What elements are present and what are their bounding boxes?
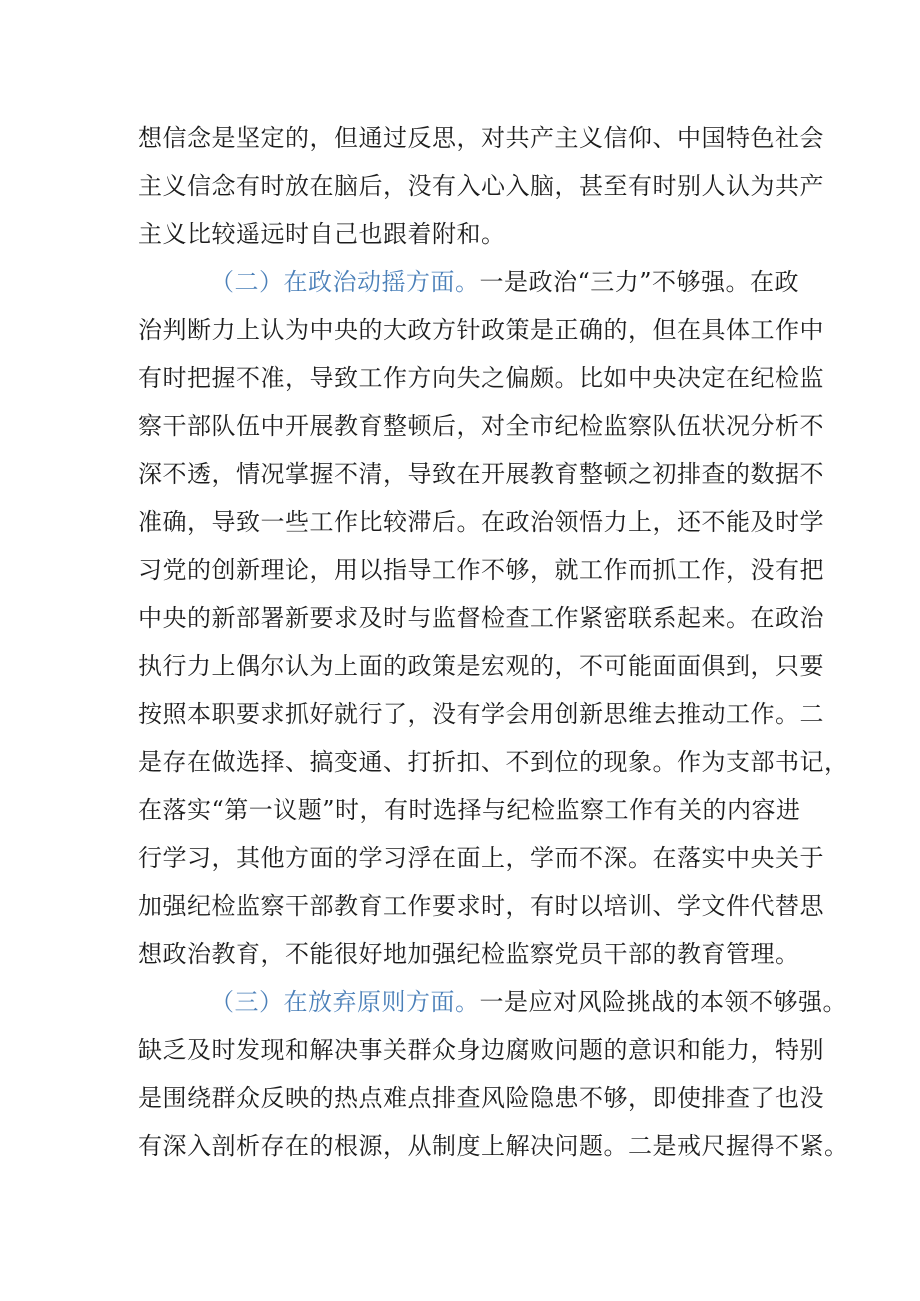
text-line: 在落实“第一议题”时，有时选择与纪检监察工作有关的内容进 xyxy=(138,796,801,824)
section-3-heading: （三）在放弃原则方面。 xyxy=(210,988,480,1016)
text-line: 行学习，其他方面的学习浮在面上，学而不深。在落实中央关于 xyxy=(138,844,824,872)
text-line: 治判断力上认为中央的大政方针政策是正确的，但在具体工作中 xyxy=(138,316,824,344)
text-line: 是围绕群众反映的热点难点排查风险隐患不够，即使排查了也没 xyxy=(138,1084,824,1112)
text-line: 想信念是坚定的，但通过反思，对共产主义信仰、中国特色社会 xyxy=(138,124,824,152)
text-line: 习党的创新理论，用以指导工作不够，就工作而抓工作，没有把 xyxy=(138,556,824,584)
section-3-lead: 一是应对风险挑战的本领不够强。 xyxy=(479,988,847,1016)
section-2-lead: 一是政治“三力”不够强。在政 xyxy=(479,268,800,296)
text-line: 加强纪检监察干部教育工作要求时，有时以培训、学文件代替思 xyxy=(138,892,824,920)
section-2-heading: （二）在政治动摇方面。 xyxy=(210,268,480,296)
text-line: 准确，导致一些工作比较滞后。在政治领悟力上，还不能及时学 xyxy=(138,508,824,536)
text-line: 执行力上偶尔认为上面的政策是宏观的，不可能面面俱到，只要 xyxy=(138,652,824,680)
text-line: 中央的新部署新要求及时与监督检查工作紧密联系起来。在政治 xyxy=(138,604,824,632)
text-line: 缺乏及时发现和解决事关群众身边腐败问题的意识和能力，特别 xyxy=(138,1036,824,1064)
section-2-first-line xyxy=(210,258,810,306)
text-line: 主义信念有时放在脑后，没有入心入脑，甚至有时别人认为共产 xyxy=(138,172,824,200)
text-line: 察干部队伍中开展教育整顿后，对全市纪检监察队伍状况分析不 xyxy=(138,412,824,440)
text-line: 主义比较遥远时自己也跟着附和。 xyxy=(138,220,506,248)
section-3-first-line xyxy=(210,978,847,1026)
text-line: 深不透，情况掌握不清，导致在开展教育整顿之初排查的数据不 xyxy=(138,460,824,488)
text-line: 按照本职要求抓好就行了，没有学会用创新思维去推动工作。二 xyxy=(138,700,824,728)
text-line: 是存在做选择、搞变通、打折扣、不到位的现象。作为支部书记， xyxy=(138,748,849,776)
text-line: 有时把握不准，导致工作方向失之偏颇。比如中央决定在纪检监 xyxy=(138,364,824,392)
text-line: 有深入剖析存在的根源，从制度上解决问题。二是戒尺握得不紧。 xyxy=(138,1132,849,1160)
text-line: 想政治教育，不能很好地加强纪检监察党员干部的教育管理。 xyxy=(138,940,800,968)
